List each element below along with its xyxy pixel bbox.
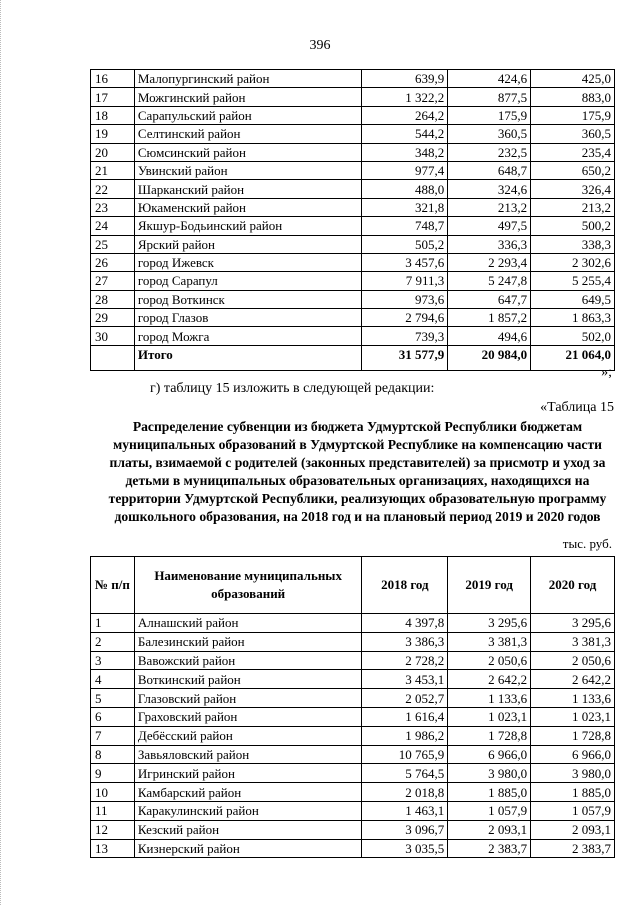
value-col2: 324,6 xyxy=(448,180,531,198)
row-number: 12 xyxy=(91,820,135,839)
row-number: 10 xyxy=(91,783,135,802)
value-col1: 739,3 xyxy=(362,327,448,345)
value-col3: 1 885,0 xyxy=(531,783,615,802)
row-name: Малопургинский район xyxy=(134,70,362,88)
row-number: 6 xyxy=(91,707,135,726)
row-name: Кезский район xyxy=(134,820,362,839)
table-row xyxy=(91,290,615,308)
table-row xyxy=(91,217,615,235)
row-name: Граховский район xyxy=(134,707,362,726)
value-col1: 2 052,7 xyxy=(362,689,448,708)
value-col3: 360,5 xyxy=(531,125,615,143)
value-col1: 3 035,5 xyxy=(362,839,448,858)
table-row xyxy=(91,670,615,689)
value-col3: 650,2 xyxy=(531,161,615,179)
value-col1: 4 397,8 xyxy=(362,614,448,633)
value-col2: 232,5 xyxy=(448,143,531,161)
table-row xyxy=(91,327,615,345)
value-col3: 2 302,6 xyxy=(531,253,615,271)
table-row xyxy=(91,651,615,670)
value-col2: 1 885,0 xyxy=(448,783,531,802)
value-col3: 2 050,6 xyxy=(531,651,615,670)
row-name: Игринский район xyxy=(134,764,362,783)
value-col2: 213,2 xyxy=(448,198,531,216)
total-col2: 20 984,0 xyxy=(448,345,531,370)
row-name: Каракулинский район xyxy=(134,801,362,820)
value-col1: 544,2 xyxy=(362,125,448,143)
value-col2: 3 980,0 xyxy=(448,764,531,783)
value-col1: 3 386,3 xyxy=(362,632,448,651)
row-name: Можгинский район xyxy=(134,88,362,106)
row-number: 22 xyxy=(91,180,135,198)
value-col3: 2 093,1 xyxy=(531,820,615,839)
value-col2: 6 966,0 xyxy=(448,745,531,764)
row-number: 7 xyxy=(91,726,135,745)
value-col3: 883,0 xyxy=(531,88,615,106)
row-name: Селтинский район xyxy=(134,125,362,143)
value-col2: 877,5 xyxy=(448,88,531,106)
value-col3: 326,4 xyxy=(531,180,615,198)
value-col1: 748,7 xyxy=(362,217,448,235)
table-row xyxy=(91,839,615,858)
value-col1: 3 453,1 xyxy=(362,670,448,689)
margin-line xyxy=(0,0,5,905)
value-col2: 3 381,3 xyxy=(448,632,531,651)
value-col1: 264,2 xyxy=(362,106,448,124)
row-number: 17 xyxy=(91,88,135,106)
row-name: Вавожский район xyxy=(134,651,362,670)
value-col2: 360,5 xyxy=(448,125,531,143)
value-col2: 2 383,7 xyxy=(448,839,531,858)
value-col3: 338,3 xyxy=(531,235,615,253)
value-col3: 3 381,3 xyxy=(531,632,615,651)
value-col2: 1 133,6 xyxy=(448,689,531,708)
row-number: 16 xyxy=(91,70,135,88)
table-row xyxy=(91,614,615,633)
row-number: 8 xyxy=(91,745,135,764)
row-number: 26 xyxy=(91,253,135,271)
header-2018: 2018 год xyxy=(362,557,448,614)
row-name: Балезинский район xyxy=(134,632,362,651)
table-row xyxy=(91,161,615,179)
value-col3: 1 023,1 xyxy=(531,707,615,726)
total-row xyxy=(91,345,615,370)
row-name: Кизнерский район xyxy=(134,839,362,858)
value-col3: 3 295,6 xyxy=(531,614,615,633)
table-row xyxy=(91,783,615,802)
row-number: 29 xyxy=(91,309,135,327)
header-2020: 2020 год xyxy=(531,557,615,614)
table-row xyxy=(91,235,615,253)
value-col1: 639,9 xyxy=(362,70,448,88)
value-col3: 1 057,9 xyxy=(531,801,615,820)
row-name: Шарканский район xyxy=(134,180,362,198)
value-col3: 1 863,3 xyxy=(531,309,615,327)
header-name: Наименование муниципальных образований xyxy=(134,557,362,614)
table-row xyxy=(91,745,615,764)
table-row xyxy=(91,272,615,290)
value-col2: 497,5 xyxy=(448,217,531,235)
value-col1: 1 986,2 xyxy=(362,726,448,745)
row-number: 28 xyxy=(91,290,135,308)
row-name: город Можга xyxy=(134,327,362,345)
table-row xyxy=(91,253,615,271)
table-row xyxy=(91,88,615,106)
page-number: 396 xyxy=(309,38,331,53)
table-header-row xyxy=(91,557,615,614)
table-row xyxy=(91,309,615,327)
row-name: Ярский район xyxy=(134,235,362,253)
value-col1: 1 616,4 xyxy=(362,707,448,726)
value-col2: 2 093,1 xyxy=(448,820,531,839)
table-row xyxy=(91,764,615,783)
header-2019: 2019 год xyxy=(448,557,531,614)
units-label: тыс. руб. xyxy=(562,536,612,551)
value-col3: 1 728,8 xyxy=(531,726,615,745)
row-number: 30 xyxy=(91,327,135,345)
row-number: 4 xyxy=(91,670,135,689)
value-col2: 424,6 xyxy=(448,70,531,88)
table-row xyxy=(91,143,615,161)
table-row xyxy=(91,180,615,198)
table-row xyxy=(91,632,615,651)
table-row xyxy=(91,70,615,88)
value-col2: 1 857,2 xyxy=(448,309,531,327)
value-col2: 494,6 xyxy=(448,327,531,345)
value-col2: 2 642,2 xyxy=(448,670,531,689)
row-number: 5 xyxy=(91,689,135,708)
row-name: город Ижевск xyxy=(134,253,362,271)
value-col3: 2 642,2 xyxy=(531,670,615,689)
value-col3: 213,2 xyxy=(531,198,615,216)
row-name: Алнашский район xyxy=(134,614,362,633)
instruction-text: г) таблицу 15 изложить в следующей редакции: xyxy=(150,381,435,396)
value-col3: 1 133,6 xyxy=(531,689,615,708)
value-col3: 649,5 xyxy=(531,290,615,308)
table-continuation xyxy=(90,69,615,371)
value-col1: 2 794,6 xyxy=(362,309,448,327)
table-15 xyxy=(90,556,615,858)
row-name: Дебёсский район xyxy=(134,726,362,745)
value-col2: 336,3 xyxy=(448,235,531,253)
total-label: Итого xyxy=(134,345,362,370)
value-col1: 488,0 xyxy=(362,180,448,198)
row-number: 20 xyxy=(91,143,135,161)
value-col3: 425,0 xyxy=(531,70,615,88)
row-name: город Воткинск xyxy=(134,290,362,308)
value-col1: 977,4 xyxy=(362,161,448,179)
table-row xyxy=(91,198,615,216)
table-row xyxy=(91,106,615,124)
table-row xyxy=(91,726,615,745)
row-number: 21 xyxy=(91,161,135,179)
value-col2: 175,9 xyxy=(448,106,531,124)
row-name: Юкаменский район xyxy=(134,198,362,216)
row-number: 27 xyxy=(91,272,135,290)
row-name: Увинский район xyxy=(134,161,362,179)
value-col3: 3 980,0 xyxy=(531,764,615,783)
row-name: Воткинский район xyxy=(134,670,362,689)
row-number: 25 xyxy=(91,235,135,253)
value-col2: 2 050,6 xyxy=(448,651,531,670)
value-col3: 5 255,4 xyxy=(531,272,615,290)
value-col1: 3 457,6 xyxy=(362,253,448,271)
row-name: Якшур-Бодьинский район xyxy=(134,217,362,235)
table-row xyxy=(91,689,615,708)
row-name: Сюмсинский район xyxy=(134,143,362,161)
value-col2: 5 247,8 xyxy=(448,272,531,290)
value-col1: 505,2 xyxy=(362,235,448,253)
value-col1: 973,6 xyxy=(362,290,448,308)
total-empty xyxy=(91,345,135,370)
value-col1: 5 764,5 xyxy=(362,764,448,783)
total-col3: 21 064,0 xyxy=(531,345,615,370)
row-number: 1 xyxy=(91,614,135,633)
value-col2: 2 293,4 xyxy=(448,253,531,271)
row-number: 3 xyxy=(91,651,135,670)
value-col3: 500,2 xyxy=(531,217,615,235)
table-label: «Таблица 15 xyxy=(540,400,614,415)
row-name: Сарапульский район xyxy=(134,106,362,124)
row-number: 11 xyxy=(91,801,135,820)
value-col2: 647,7 xyxy=(448,290,531,308)
row-number: 2 xyxy=(91,632,135,651)
value-col3: 6 966,0 xyxy=(531,745,615,764)
table-row xyxy=(91,125,615,143)
quote-close: »; xyxy=(601,365,612,380)
row-number: 9 xyxy=(91,764,135,783)
value-col2: 1 057,9 xyxy=(448,801,531,820)
value-col1: 10 765,9 xyxy=(362,745,448,764)
value-col2: 1 728,8 xyxy=(448,726,531,745)
value-col1: 1 322,2 xyxy=(362,88,448,106)
total-col1: 31 577,9 xyxy=(362,345,448,370)
row-name: Глазовский район xyxy=(134,689,362,708)
value-col1: 1 463,1 xyxy=(362,801,448,820)
value-col1: 321,8 xyxy=(362,198,448,216)
value-col3: 175,9 xyxy=(531,106,615,124)
value-col3: 235,4 xyxy=(531,143,615,161)
value-col2: 648,7 xyxy=(448,161,531,179)
row-number: 19 xyxy=(91,125,135,143)
value-col2: 3 295,6 xyxy=(448,614,531,633)
value-col1: 2 728,2 xyxy=(362,651,448,670)
row-name: город Сарапул xyxy=(134,272,362,290)
table-title: Распределение субвенции из бюджета Удмуртской Республики бюджетам муниципальных образований в Удмуртской Республике на компенсацию части платы, взимаемой с родителей (законных представителей) за присмотр и уход за детьми в муниципальных образовательных организациях, находящихся на территории Удмуртской Республики, реализующих образовательную программу дошкольного образования, на 2018 год и на плановый период 2019 и 2020 годов xyxy=(108,419,607,524)
table-row xyxy=(91,707,615,726)
value-col3: 2 383,7 xyxy=(531,839,615,858)
row-number: 13 xyxy=(91,839,135,858)
table-row xyxy=(91,820,615,839)
row-name: Камбарский район xyxy=(134,783,362,802)
table-row xyxy=(91,801,615,820)
value-col1: 2 018,8 xyxy=(362,783,448,802)
row-number: 24 xyxy=(91,217,135,235)
row-number: 18 xyxy=(91,106,135,124)
row-name: Завьяловский район xyxy=(134,745,362,764)
header-number: № п/п xyxy=(91,557,135,614)
value-col1: 3 096,7 xyxy=(362,820,448,839)
value-col1: 348,2 xyxy=(362,143,448,161)
value-col1: 7 911,3 xyxy=(362,272,448,290)
value-col3: 502,0 xyxy=(531,327,615,345)
row-number: 23 xyxy=(91,198,135,216)
value-col2: 1 023,1 xyxy=(448,707,531,726)
row-name: город Глазов xyxy=(134,309,362,327)
